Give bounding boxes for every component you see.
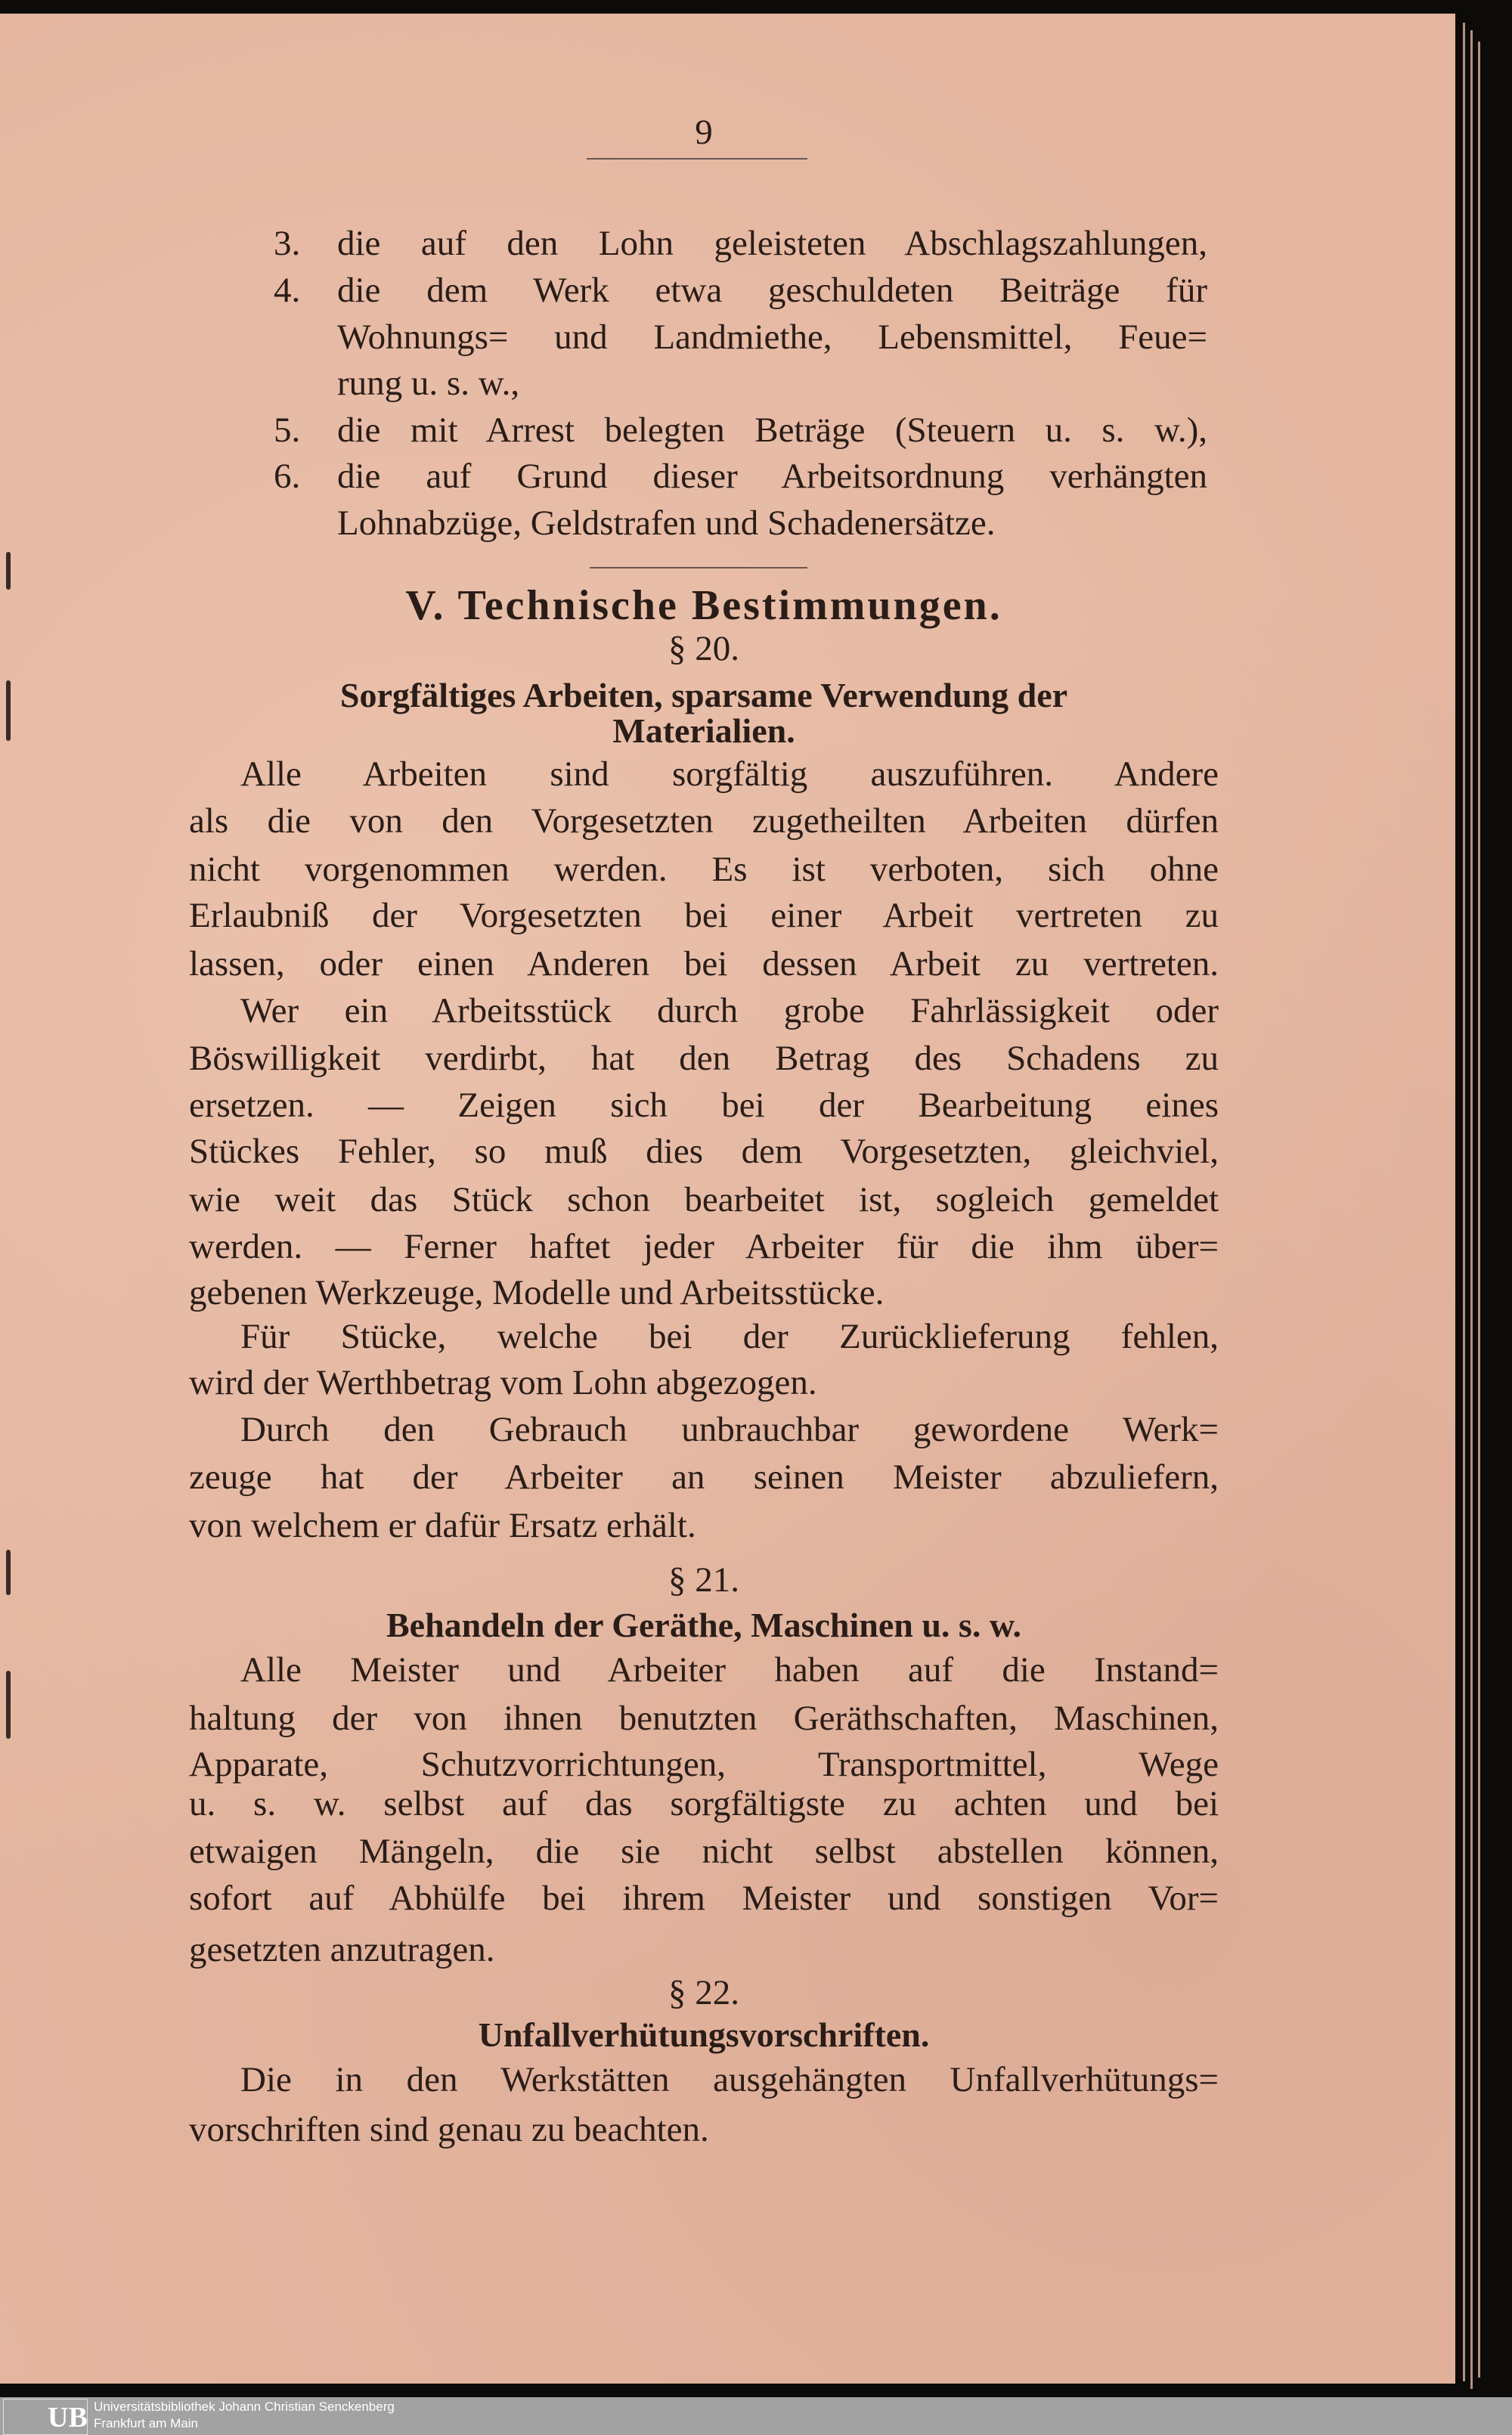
library-name: Universitätsbibliothek Johann Christian Senckenberg: [94, 2399, 395, 2414]
text-line: von welchem er dafür Ersatz erhält.: [189, 1506, 696, 1545]
text-line: als die von den Vorgesetzten zugetheilten Arbeiten dürfen: [189, 801, 1219, 841]
text-line: Apparate, Schutzvorrichtungen, Transportmittel, Wege: [189, 1745, 1219, 1784]
binding-mark: [6, 552, 11, 590]
text-line: etwaigen Mängeln, die sie nicht selbst abstellen können,: [189, 1832, 1219, 1871]
library-logo: [3, 2399, 88, 2435]
page-number: 9: [695, 113, 713, 152]
text-line: vorschriften sind genau zu beachten.: [189, 2110, 709, 2149]
text-line: Alle Meister und Arbeiter haben auf die Instand=: [240, 1650, 1219, 1690]
binding-mark: [6, 1550, 11, 1595]
text-line: Böswilligkeit verdirbt, hat den Betrag des Schadens zu: [189, 1039, 1219, 1078]
text-line: nicht vorgenommen werden. Es ist verboten, sich ohne: [189, 850, 1219, 889]
text-line: Für Stücke, welche bei der Zurücklieferung fehlen,: [240, 1317, 1219, 1356]
text-line: sofort auf Abhülfe bei ihrem Meister und sonstigen Vor=: [189, 1879, 1219, 1918]
text-line: u. s. w. selbst auf das sorgfältigste zu achten und bei: [189, 1784, 1219, 1823]
list-line: die dem Werk etwa geschuldeten Beiträge für: [337, 271, 1207, 310]
text-line: Durch den Gebrauch unbrauchbar gewordene Werk=: [240, 1410, 1219, 1449]
paragraph-heading: Unfallverhütungsvorschriften.: [478, 2015, 930, 2054]
text-line: haltung der von ihnen benutzten Geräthschaften, Maschinen,: [189, 1699, 1219, 1738]
page-edge: [1478, 42, 1480, 2378]
library-location: Frankfurt am Main: [94, 2416, 198, 2430]
text-line: Alle Arbeiten sind sorgfältig auszuführen. Andere: [240, 754, 1219, 794]
text-line: gesetzten anzutragen.: [189, 1930, 495, 1969]
list-number: 6.: [274, 457, 301, 496]
paragraph-sign: § 22.: [668, 1973, 739, 2012]
paragraph-heading: Materialien.: [612, 711, 795, 750]
text-line: ersetzen. — Zeigen sich bei der Bearbeitung eines: [189, 1086, 1219, 1125]
page-edge: [1470, 30, 1473, 2389]
divider: [590, 567, 807, 568]
library-footer: [0, 2397, 1512, 2435]
text-line: Die in den Werkstätten ausgehängten Unfallverhütungs=: [240, 2060, 1219, 2099]
binding-mark: [6, 1671, 11, 1739]
logo-text: UB: [48, 2402, 88, 2433]
text-line: Erlaubniß der Vorgesetzten bei einer Arbeit vertreten zu: [189, 896, 1219, 935]
binding-mark: [6, 680, 11, 741]
text-line: zeuge hat der Arbeiter an seinen Meister abzuliefern,: [189, 1458, 1219, 1497]
list-number: 5.: [274, 410, 301, 450]
page-edge: [1463, 23, 1465, 2381]
paragraph-heading: Behandeln der Geräthe, Maschinen u. s. w.: [386, 1606, 1021, 1644]
text-line: gebenen Werkzeuge, Modelle und Arbeitsstücke.: [189, 1273, 885, 1312]
list-line: Lohnabzüge, Geldstrafen und Schadenersätze.: [337, 503, 996, 543]
list-line: rung u. s. w.,: [337, 364, 520, 403]
text-line: lassen, oder einen Anderen bei dessen Arbeit zu vertreten.: [189, 944, 1219, 984]
text-line: Wer ein Arbeitsstück durch grobe Fahrlässigkeit oder: [240, 991, 1219, 1030]
text-line: wie weit das Stück schon bearbeitet ist, sogleich gemeldet: [189, 1180, 1219, 1219]
list-number: 4.: [274, 271, 301, 310]
paragraph-sign: § 20.: [668, 629, 739, 668]
paragraph-sign: § 21.: [668, 1560, 739, 1600]
list-line: die auf den Lohn geleisteten Abschlagszahlungen,: [337, 224, 1207, 263]
list-line: die mit Arrest belegten Beträge (Steuern u. s. w.),: [337, 410, 1207, 450]
text-line: wird der Werthbetrag vom Lohn abgezogen.: [189, 1363, 817, 1402]
list-line: die auf Grund dieser Arbeitsordnung verhängten: [337, 457, 1207, 496]
text-line: Stückes Fehler, so muß dies dem Vorgesetzten, gleichviel,: [189, 1132, 1219, 1171]
section-title: V. Technische Bestimmungen.: [405, 582, 1002, 629]
list-line: Wohnungs= und Landmiethe, Lebensmittel, Feue=: [337, 318, 1207, 357]
text-line: werden. — Ferner haftet jeder Arbeiter für die ihm über=: [189, 1227, 1219, 1266]
paragraph-heading: Sorgfältiges Arbeiten, sparsame Verwendung der: [339, 676, 1068, 714]
divider: [587, 158, 807, 160]
list-number: 3.: [274, 224, 301, 263]
